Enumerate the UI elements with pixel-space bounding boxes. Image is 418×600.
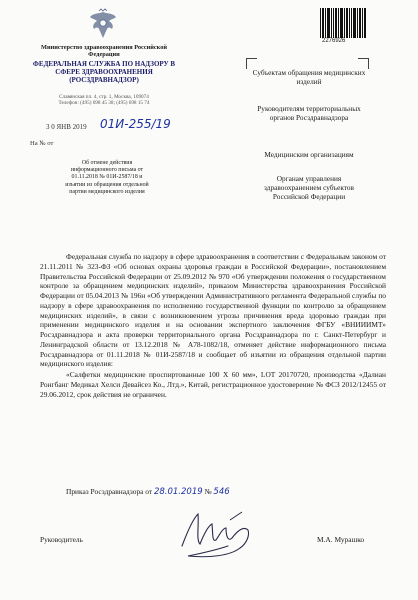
- phone-line: Телефон: (495) 698 45 38; (495) 698 15 74: [58, 99, 150, 106]
- coat-of-arms-icon: [86, 8, 120, 42]
- barcode-number: 2276926: [322, 38, 346, 44]
- registration-number: 01И-255/19: [100, 117, 171, 131]
- letter-subject: Об отмене действия информационного письма от 01.11.2018 № 01И-2587/18 и изъятии из обращения отдельной партии медицинского изделия: [65, 160, 149, 195]
- order-number: 546: [213, 487, 230, 497]
- order-date: 28.01.2019: [153, 487, 203, 497]
- recipient-item: Медицинским организациям: [264, 150, 354, 159]
- agency-name: ФЕДЕРАЛЬНАЯ СЛУЖБА ПО НАДЗОРУ В СФЕРЕ ЗДРАВООХРАНЕНИЯ (РОСЗДРАВНАДЗОР): [32, 60, 176, 85]
- order-number-label: №: [204, 487, 212, 496]
- signatory-role: Руководитель: [40, 535, 83, 544]
- address-line: Славянская пл. 4, стр. 1, Москва, 109074: [59, 94, 149, 100]
- ministry-name: Министерство здравоохранения Российской Федерации: [41, 44, 167, 59]
- body-paragraph: «Салфетки медицинские проспиртованные 100 Х 60 мм», LOT 20170720, производства «Далиан Ронгбанг Медикал Хелси Девайсез Ко., Лтд.», Китай, регистрационное удостоверение № ФСЗ 2012/12455 от 29.06.2012, срок действия не ограничен.: [40, 370, 386, 399]
- signatory-name: М.А. Мурашко: [317, 535, 365, 544]
- barcode-icon: [320, 8, 366, 38]
- signature-icon: [168, 500, 278, 564]
- order-reference: [66, 487, 230, 497]
- recipient-item: Субъектам обращения медицинских изделий: [252, 68, 366, 87]
- reply-reference: На № от: [30, 140, 54, 147]
- registration-date: 3 0 ЯНВ 2019: [46, 123, 87, 131]
- agency-address: [30, 95, 178, 107]
- body-paragraph: Федеральная служба по надзору в сфере здравоохранения в соответствии с Федеральным законом от 21.11.2011 № 323-ФЗ «Об основах охраны здоровья граждан в Российской Федерации», постановлением Правительства Российской Федерации от 25.09.2012 № 970 «Об утверждении положения о государственном контроле за обращением медицинских изделий», приказом Министерства здравоохранения Российской Федерации от 05.04.2013 № 196н «Об утверждении Административного регламента Федеральной службы по надзору в сфере здравоохранения по исполнению государственной функции по контролю за обращением медицинских изделий», в связи с возникновением угрозы причинения вреда здоровью граждан при применении медицинского изделия и на основании экспертного заключения ФГБУ «ВНИИИМТ» Росздравнадзора и акта проверки территориального органа Росздравнадзора по г. Санкт-Петербург и Ленинградской области от 13.12.2018 № А78-1082/18, отменяет действие информационного письма Росздравнадзора от 01.11.2018 № 01И-2587/18 и сообщает об изъятии из обращения отдельной партии медицинского изделия:: [40, 252, 386, 369]
- letter-body: [40, 252, 386, 400]
- order-label: Приказ Росздравнадзора от: [66, 487, 153, 496]
- recipient-item: Руководителям территориальных органов Росздравнадзора: [257, 104, 361, 123]
- recipient-item: Органам управления здравоохранением субъектов Российской Федерации: [264, 174, 354, 202]
